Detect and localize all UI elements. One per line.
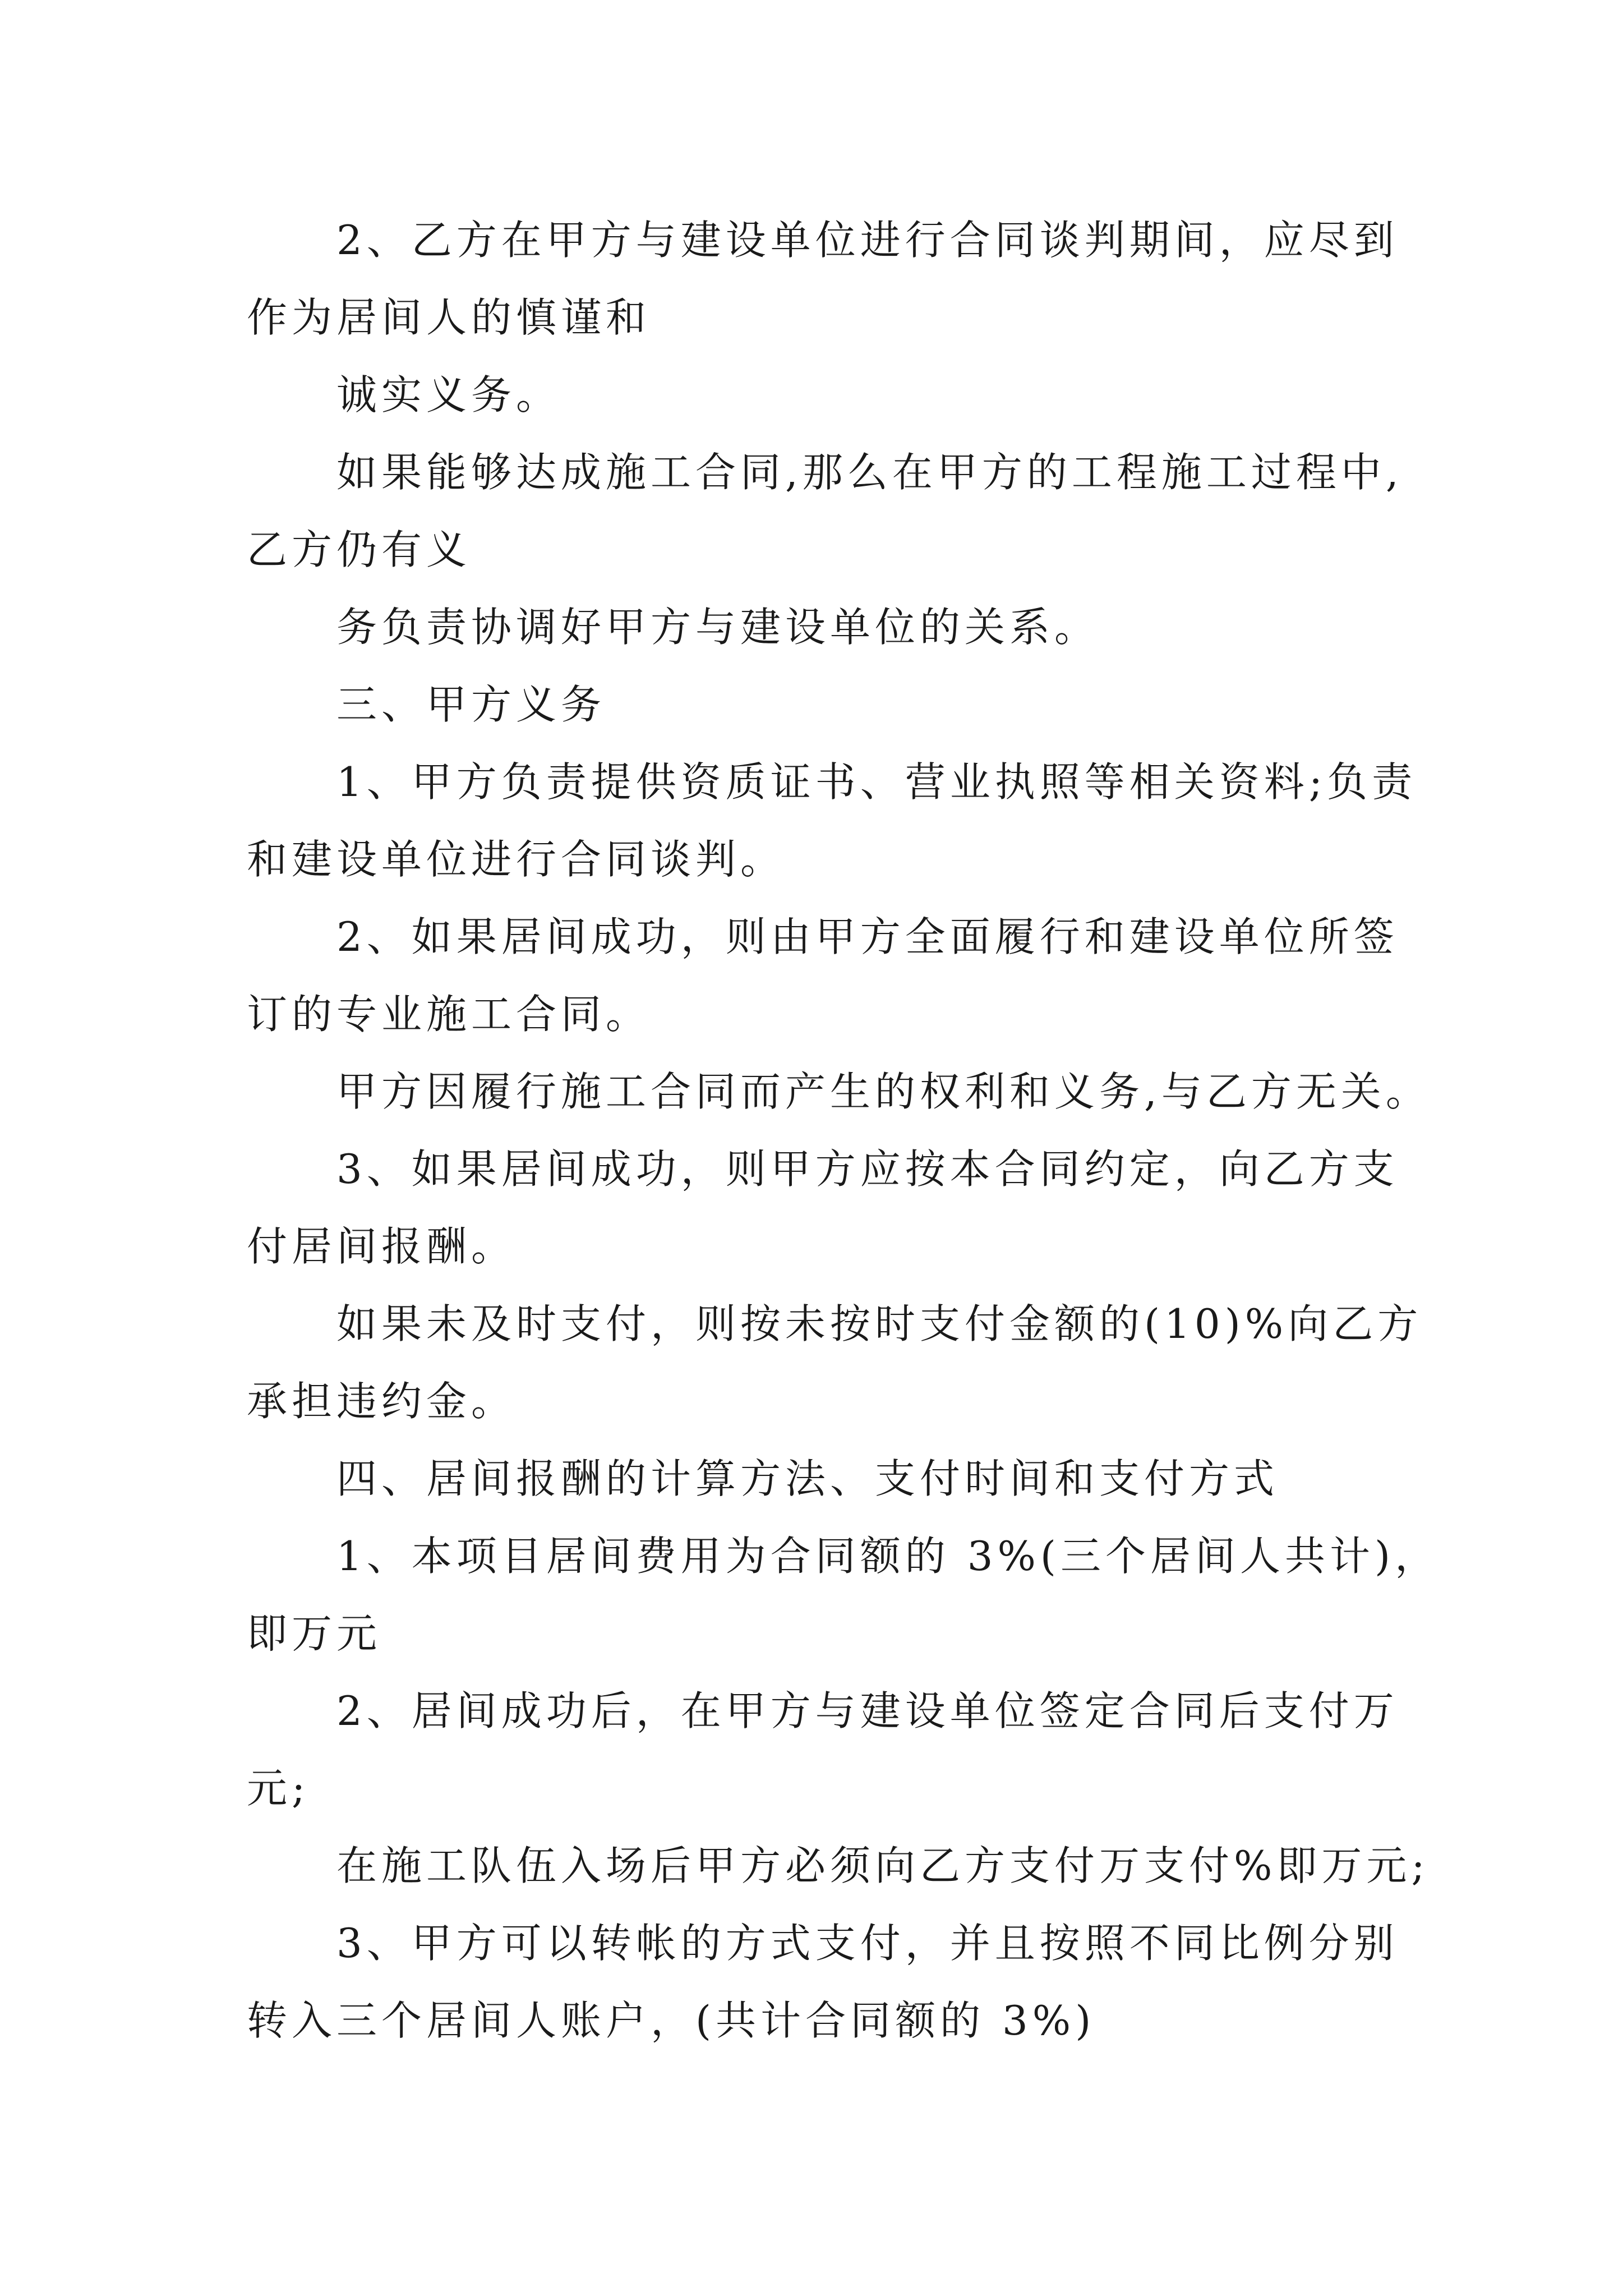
paragraph-line: 甲方因履行施工合同而产生的权利和义务,与乙方无关。 <box>336 1068 1431 1115</box>
paragraph-line: 1、甲方负责提供资质证书、营业执照等相关资料;负责 <box>336 758 1417 806</box>
paragraph-line: 3、甲方可以转帐的方式支付，并且按照不同比例分别 <box>336 1920 1399 1967</box>
paragraph-line: 1、本项目居间费用为合同额的 3%(三个居间人共计)， <box>336 1533 1440 1580</box>
paragraph-line: 如果能够达成施工合同,那么在甲方的工程施工过程中, <box>336 449 1403 496</box>
paragraph-line: 转入三个居间人账户，(共计合同额的 3%) <box>247 1997 1096 2044</box>
paragraph-line: 作为居间人的慎谨和 <box>247 294 651 341</box>
section-heading: 三、甲方义务 <box>336 681 606 728</box>
paragraph-line: 付居间报酬。 <box>247 1223 517 1270</box>
paragraph-line: 元; <box>247 1765 310 1812</box>
paragraph-line: 和建设单位进行合同谈判。 <box>247 836 786 883</box>
paragraph-line: 在施工队伍入场后甲方必须向乙方支付万支付%即万元; <box>336 1842 1430 1889</box>
paragraph-line: 2、居间成功后，在甲方与建设单位签定合同后支付万 <box>336 1687 1399 1734</box>
paragraph-line: 2、如果居间成功，则由甲方全面履行和建设单位所签 <box>336 913 1399 960</box>
paragraph-line: 3、如果居间成功，则甲方应按本合同约定，向乙方支 <box>336 1145 1399 1193</box>
paragraph-line: 诚实义务。 <box>336 371 561 418</box>
section-heading: 四、居间报酬的计算方法、支付时间和支付方式 <box>336 1455 1279 1502</box>
paragraph-line: 乙方仍有义 <box>247 526 472 573</box>
paragraph-line: 即万元 <box>247 1610 382 1657</box>
paragraph-line: 订的专业施工合同。 <box>247 991 651 1038</box>
paragraph-line: 承担违约金。 <box>247 1378 517 1425</box>
paragraph-line: 如果未及时支付，则按未按时支付金额的(10)%向乙方 <box>336 1300 1423 1347</box>
paragraph-line: 务负责协调好甲方与建设单位的关系。 <box>336 604 1100 651</box>
paragraph-line: 2、乙方在甲方与建设单位进行合同谈判期间，应尽到 <box>336 217 1399 264</box>
